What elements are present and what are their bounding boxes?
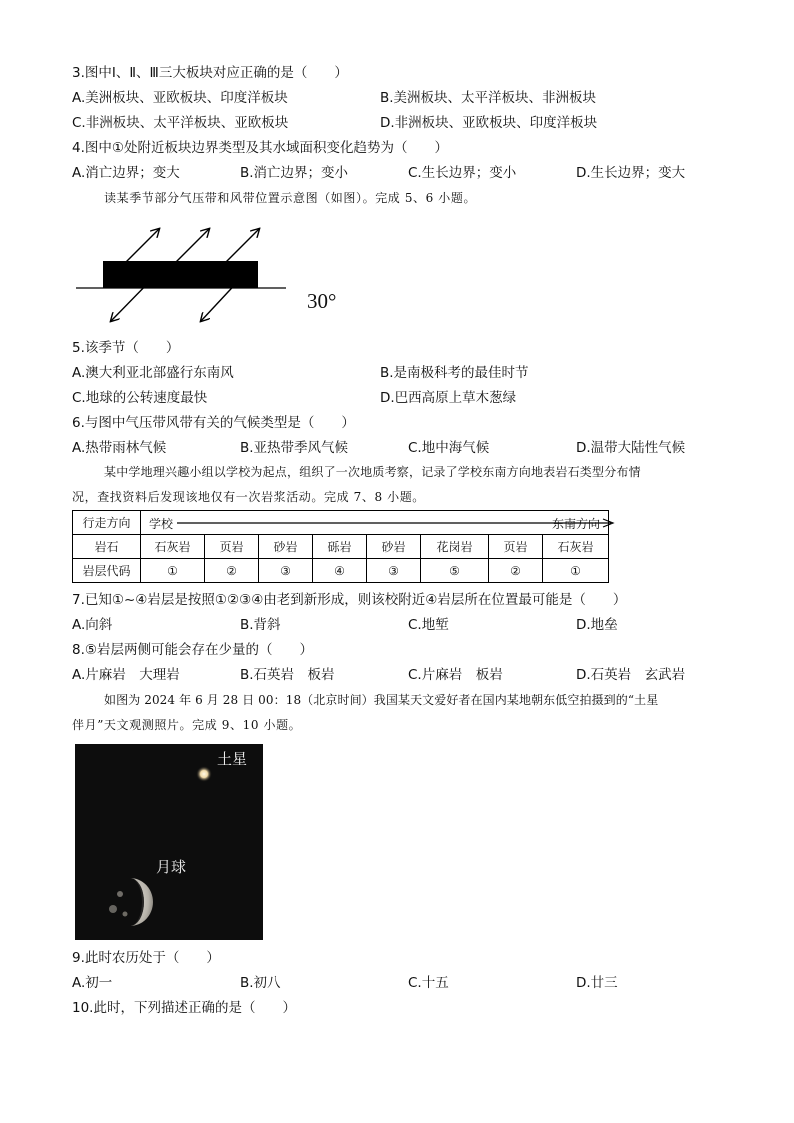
q6-option-c: C.地中海气候 — [408, 440, 490, 456]
code-row-label: 岩层代码 — [73, 559, 141, 583]
table-cell: 砾岩 — [313, 535, 367, 559]
intro-5-6: 读某季节部分气压带和风带位置示意图（如图）。完成 5、6 小题。 — [104, 191, 477, 205]
q8-option-a: A.片麻岩 大理岩 — [72, 667, 180, 683]
direction-end: 东南方向 — [551, 517, 600, 531]
q4-option-a: A.消亡边界；变大 — [72, 165, 180, 181]
q5-option-a: A.澳大利亚北部盛行东南风 — [72, 365, 234, 381]
q3-option-a: A.美洲板块、亚欧板块、印度洋板块 — [72, 90, 288, 106]
q7-option-c: C.地堑 — [408, 617, 449, 633]
q9-option-c: C.十五 — [408, 975, 449, 991]
q6-option-a: A.热带雨林气候 — [72, 440, 167, 456]
q3-option-d: D.非洲板块、亚欧板块、印度洋板块 — [380, 115, 598, 131]
rock-distribution-table — [72, 510, 609, 583]
table-cell: 石灰岩 — [543, 535, 609, 559]
q9-stem: 9.此时农历处于（ ） — [72, 950, 220, 966]
q4-option-d: D.生长边界；变大 — [576, 165, 686, 181]
q8-option-b: B.石英岩 板岩 — [240, 667, 335, 683]
table-cell: ① — [141, 559, 205, 583]
moon-label: 月球 — [156, 858, 187, 876]
q3-stem: 3.图中Ⅰ、Ⅱ、Ⅲ三大板块对应正确的是（ ） — [72, 65, 348, 81]
table-cell: 砂岩 — [367, 535, 421, 559]
q5-option-b: B.是南极科考的最佳时节 — [380, 365, 529, 381]
q9-option-b: B.初八 — [240, 975, 281, 991]
q8-option-c: C.片麻岩 板岩 — [408, 667, 503, 683]
q7-option-d: D.地垒 — [576, 617, 618, 633]
q6-option-d: D.温带大陆性气候 — [576, 440, 686, 456]
latitude-label: 30° — [307, 289, 337, 313]
q7-option-a: A.向斜 — [72, 617, 113, 633]
q4-option-c: C.生长边界；变小 — [408, 165, 517, 181]
table-cell: ② — [489, 559, 543, 583]
table-row-direction — [73, 511, 609, 535]
intro-9-10-line2: 伴月”天文观测照片。完成 9、10 小题。 — [72, 718, 302, 732]
q10-stem: 10.此时，下列描述正确的是（ ） — [72, 1000, 296, 1016]
direction-start: 学校 — [149, 517, 174, 531]
table-row-codes — [73, 559, 609, 583]
q3-option-b: B.美洲板块、太平洋板块、非洲板块 — [380, 90, 597, 106]
saturn-label: 土星 — [217, 750, 248, 768]
q8-option-d: D.石英岩 玄武岩 — [576, 667, 686, 683]
q4-option-b: B.消亡边界；变小 — [240, 165, 349, 181]
direction-label: 行走方向 — [73, 511, 141, 535]
table-cell: ② — [205, 559, 259, 583]
moon-image — [109, 878, 153, 926]
q7-stem: 7.已知①~④岩层是按照①②③④由老到新形成，则该校附近④岩层所在位置最可能是（ ） — [72, 592, 627, 608]
q6-option-b: B.亚热带季风气候 — [240, 440, 349, 456]
table-cell: 页岩 — [489, 535, 543, 559]
saturn-dot — [196, 766, 212, 782]
table-cell: ⑤ — [421, 559, 489, 583]
table-cell: 页岩 — [205, 535, 259, 559]
q8-stem: 8.⑤岩层两侧可能会存在少量的（ ） — [72, 642, 313, 658]
intro-9-10-line1: 如图为 2024 年 6 月 28 日 00：18（北京时间）我国某天文爱好者在国内某地朝东低空拍摄到的“土星 — [104, 693, 659, 707]
q4-stem: 4.图中①处附近板块边界类型及其水域面积变化趋势为（ ） — [72, 140, 448, 156]
table-cell: 花岗岩 — [421, 535, 489, 559]
table-cell: 石灰岩 — [141, 535, 205, 559]
q7-option-b: B.背斜 — [240, 617, 281, 633]
direction-arrow-cell — [141, 511, 609, 535]
intro-7-8-line2: 况，查找资料后发现该地仅有一次岩浆活动。完成 7、8 小题。 — [72, 490, 425, 504]
q9-option-a: A.初一 — [72, 975, 113, 991]
q5-option-c: C.地球的公转速度最快 — [72, 390, 208, 406]
q5-stem: 5.该季节（ ） — [72, 340, 180, 356]
q6-stem: 6.与图中气压带风带有关的气候类型是（ ） — [72, 415, 355, 431]
table-cell: 砂岩 — [259, 535, 313, 559]
intro-7-8-line1: 某中学地理兴趣小组以学校为起点，组织了一次地质考察，记录了学校东南方向地表岩石类型分布情 — [104, 465, 641, 479]
table-cell: ④ — [313, 559, 367, 583]
q5-option-d: D.巴西高原上草木葱绿 — [380, 390, 517, 406]
saturn-moon-photo — [75, 744, 263, 940]
table-cell: ① — [543, 559, 609, 583]
q3-option-c: C.非洲板块、太平洋板块、亚欧板块 — [72, 115, 289, 131]
rock-row-label: 岩石 — [73, 535, 141, 559]
table-cell: ③ — [367, 559, 421, 583]
table-cell: ③ — [259, 559, 313, 583]
q9-option-d: D.廿三 — [576, 975, 618, 991]
table-row-rocks — [73, 535, 609, 559]
